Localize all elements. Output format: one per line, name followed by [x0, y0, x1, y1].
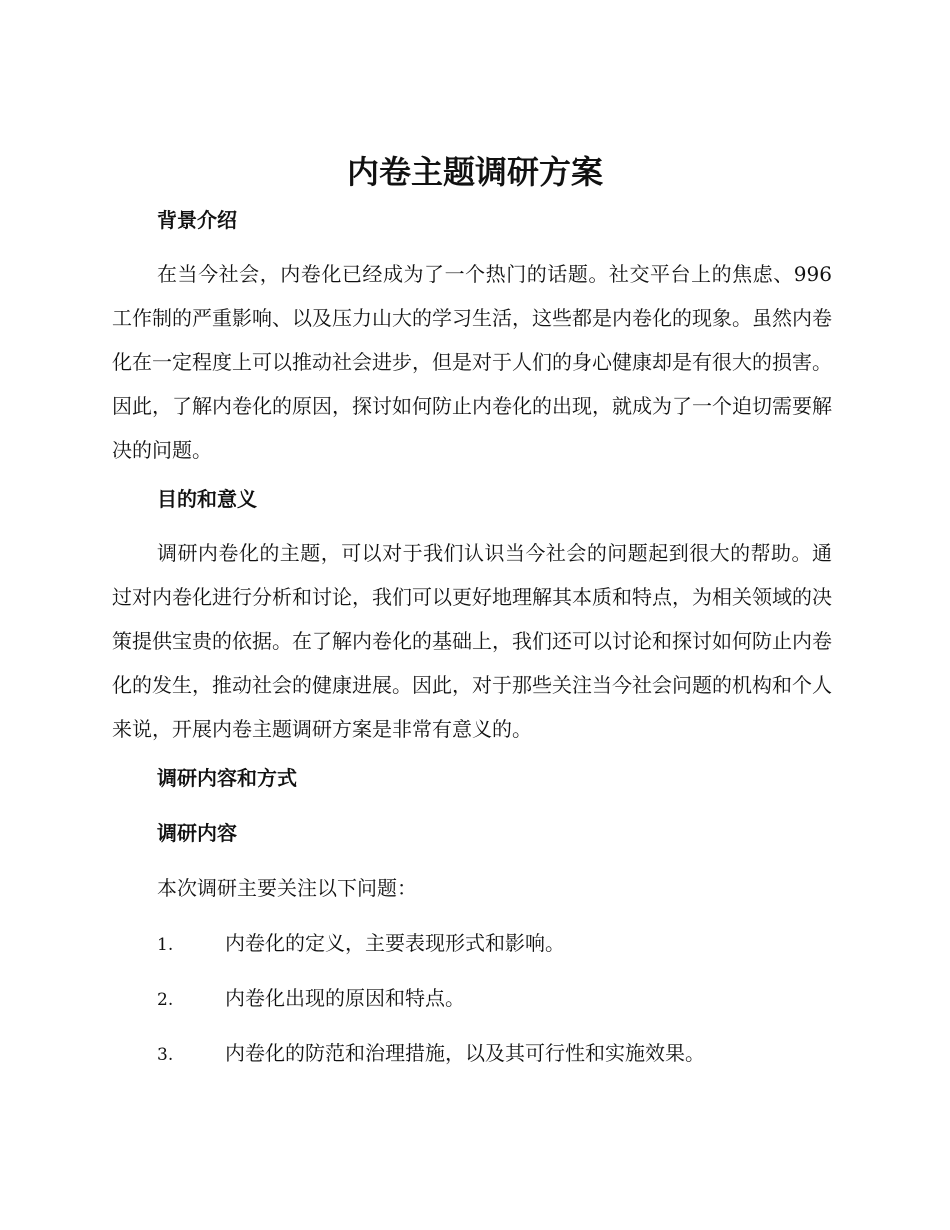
list-intro: 本次调研主要关注以下问题：: [157, 876, 417, 900]
list-text: 内卷化出现的原因和特点。: [225, 986, 465, 1010]
list-number: 3.: [157, 1045, 174, 1065]
list-item: [157, 928, 837, 958]
paragraph-purpose: 调研内卷化的主题，可以对于我们认识当今社会的问题起到很大的帮助。通过对内卷化进行分析和讨论，我们可以更好地理解其本质和特点，为相关领域的决策提供宝贵的依据。在了解内卷化的基础上，我们还可以讨论和探讨如何防止内卷化的发生，推动社会的健康进展。因此，对于那些关注当今社会问题的机构和个人来说，开展内卷主题调研方案是非常有意义的。: [112, 541, 832, 741]
document-title: 内卷主题调研方案: [346, 153, 603, 191]
list-item: [157, 983, 837, 1013]
section-heading-background: 背景介绍: [157, 208, 237, 232]
section-heading-purpose: 目的和意义: [157, 487, 257, 511]
section-heading-content-and-method: 调研内容和方式: [157, 766, 297, 790]
list-number: 2.: [157, 990, 174, 1010]
paragraph-background: 在当今社会，内卷化已经成为了一个热门的话题。社交平台上的焦虑、996工作制的严重影响、以及压力山大的学习生活，这些都是内卷化的现象。虽然内卷化在一定程度上可以推动社会进步，但是对于人们的身心健康却是有很大的损害。因此，了解内卷化的原因，探讨如何防止内卷化的出现，就成为了一个迫切需要解决的问题。: [112, 262, 832, 462]
section-heading-content: 调研内容: [157, 821, 237, 845]
list-text: 内卷化的定义，主要表现形式和影响。: [225, 931, 565, 955]
list-item: [157, 1038, 837, 1068]
list-text: 内卷化的防范和治理措施，以及其可行性和实施效果。: [225, 1041, 705, 1065]
list-number: 1.: [157, 935, 174, 955]
